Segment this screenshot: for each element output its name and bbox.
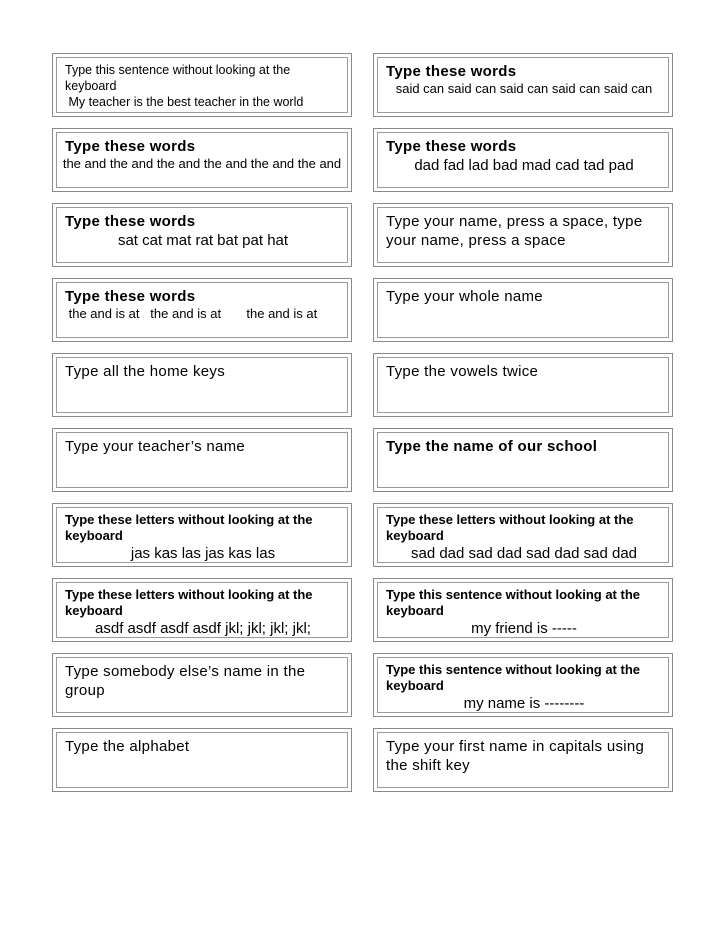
task-card (373, 203, 673, 267)
task-card-inner (56, 507, 348, 563)
task-instruction: Type the alphabet (65, 738, 190, 755)
task-card-inner (56, 57, 348, 113)
task-text: said can said can said can said can said can (395, 81, 653, 96)
task-instruction: Type your first name in capitals using the shift key (386, 738, 645, 774)
task-card-inner (56, 432, 348, 488)
task-card (373, 128, 673, 192)
task-text: sat cat mat rat bat pat hat (117, 232, 289, 249)
task-instruction: Type somebody else’s name in the group (65, 663, 306, 699)
task-text: asdf asdf asdf asdf jkl; jkl; jkl; jkl; (95, 620, 311, 637)
task-card-inner (56, 732, 348, 788)
task-card (52, 353, 352, 417)
task-card (52, 278, 352, 342)
task-card (373, 653, 673, 717)
task-card (52, 728, 352, 792)
task-instruction: Type these words (65, 138, 196, 155)
task-text: jas kas las jas kas las (130, 545, 276, 562)
task-card (52, 578, 352, 642)
task-card-inner (377, 57, 669, 113)
task-card-inner (377, 357, 669, 413)
task-card-inner (56, 357, 348, 413)
task-card-inner (377, 582, 669, 638)
task-instruction: Type the vowels twice (386, 363, 539, 380)
task-instruction: Type your teacher’s name (65, 438, 246, 455)
task-instruction: Type these words (386, 138, 517, 155)
task-card (373, 353, 673, 417)
task-instruction: Type this sentence without looking at the keyboard (386, 662, 641, 693)
task-text: the and is at the and is at the and is at (65, 306, 318, 321)
task-card-inner (56, 282, 348, 338)
task-card-inner (377, 732, 669, 788)
task-text: my name is -------- (463, 695, 585, 712)
task-instruction: Type all the home keys (65, 363, 226, 380)
task-card-inner (56, 207, 348, 263)
task-card-inner (377, 282, 669, 338)
task-instruction: Type these words (65, 288, 196, 305)
task-card (52, 428, 352, 492)
task-card (52, 503, 352, 567)
task-instruction: Type these letters without looking at the keyboard (65, 587, 313, 618)
task-instruction: Type your whole name (386, 288, 543, 305)
task-card (52, 203, 352, 267)
task-card (373, 578, 673, 642)
task-card (373, 503, 673, 567)
task-card (52, 128, 352, 192)
task-card (52, 53, 352, 117)
task-card-inner (377, 507, 669, 563)
task-instruction: Type these words (386, 63, 517, 80)
task-card-inner (377, 207, 669, 263)
task-card (373, 278, 673, 342)
task-text: the and the and the and the and the and the and (62, 156, 342, 171)
task-card (52, 653, 352, 717)
task-text: My teacher is the best teacher in the world (65, 95, 304, 109)
task-instruction: Type the name of our school (386, 438, 598, 455)
task-card (373, 428, 673, 492)
task-card-inner (56, 582, 348, 638)
task-text: sad dad sad dad sad dad sad dad (410, 545, 638, 562)
task-card-inner (56, 132, 348, 188)
task-text: dad fad lad bad mad cad tad pad (414, 157, 634, 174)
task-instruction: Type this sentence without looking at the keyboard (386, 587, 641, 618)
task-card-inner (377, 657, 669, 713)
task-instruction: Type your name, press a space, type your name, press a space (386, 213, 643, 249)
task-instruction: Type this sentence without looking at the keyboard (65, 63, 291, 93)
task-card-inner (377, 432, 669, 488)
task-text: my friend is ----- (471, 620, 577, 637)
task-card (373, 728, 673, 792)
task-instruction: Type these letters without looking at the keyboard (386, 512, 634, 543)
task-card (373, 53, 673, 117)
task-card-inner (377, 132, 669, 188)
task-card-inner (56, 657, 348, 713)
task-instruction: Type these letters without looking at the keyboard (65, 512, 313, 543)
task-instruction: Type these words (65, 213, 196, 230)
